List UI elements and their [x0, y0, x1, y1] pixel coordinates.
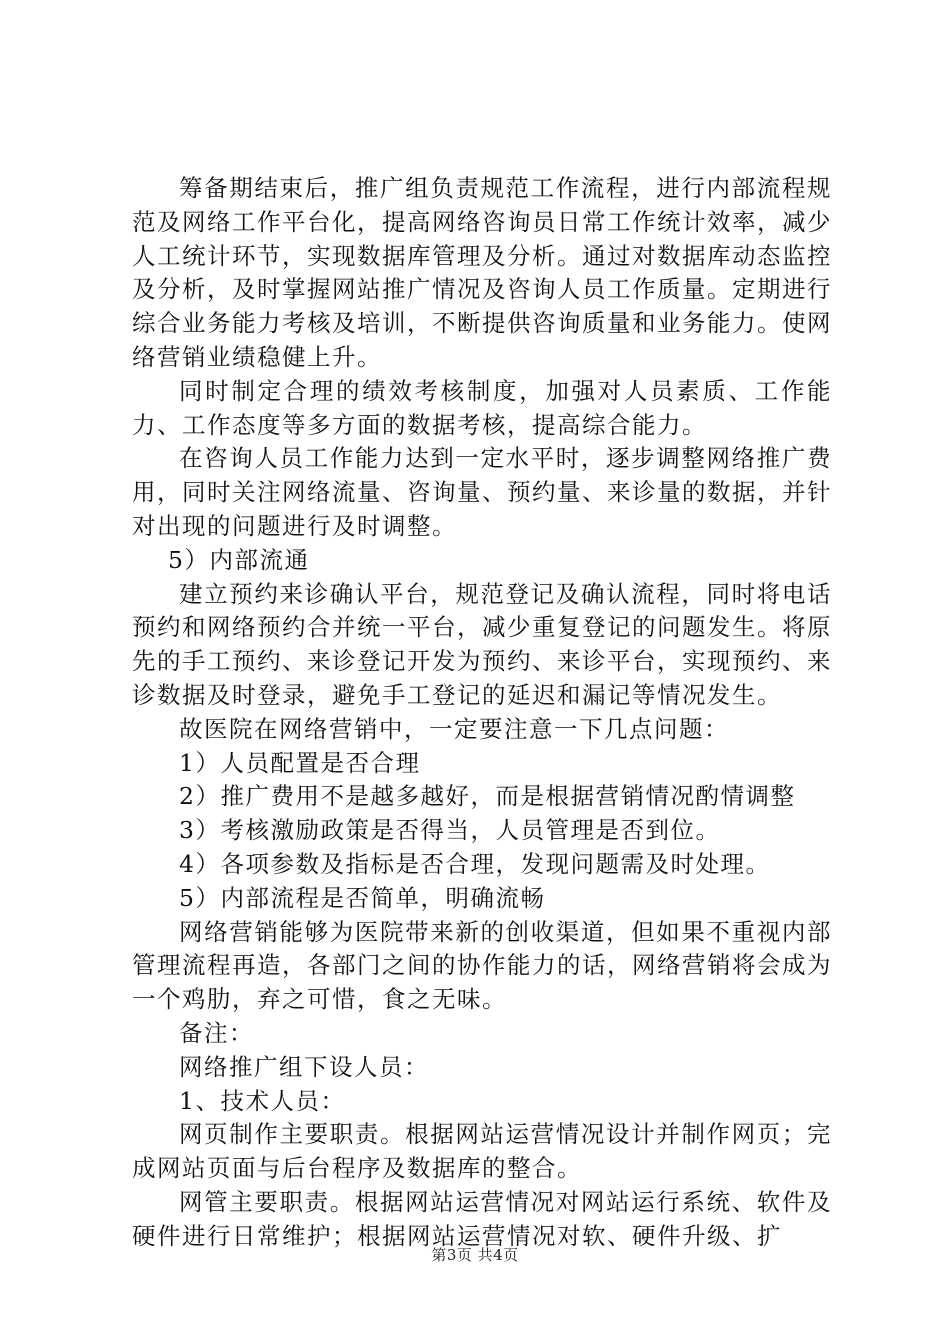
paragraph-attention-points: 故医院在网络营销中，一定要注意一下几点问题：: [179, 714, 729, 743]
list-item-staffing: 1）人员配置是否合理: [179, 748, 421, 777]
paragraph-budget-adjustment: 在咨询人员工作能力达到一定水平时，逐步调整网络推广费用，同时关注网络流量、咨询量、预约量、来诊量的数据，并针对出现的问题进行及时调整。: [132, 444, 832, 540]
list-item-technical-staff: 1、技术人员：: [179, 1086, 346, 1115]
section-heading-internal-flow: 5）内部流通: [168, 545, 310, 574]
paragraph-conclusion: 网络营销能够为医院带来新的创收渠道，但如果不重视内部管理流程再造，各部门之间的协作能力的话，网络营销将会成为一个鸡肋，弃之可惜，食之无味。: [132, 917, 832, 1014]
list-item-internal-process: 5）内部流程是否简单，明确流畅: [179, 883, 546, 912]
list-item-parameters: 4）各项参数及指标是否合理，发现问题需及时处理。: [179, 849, 771, 878]
list-item-incentive-policy: 3）考核激励政策是否得当，人员管理是否到位。: [179, 816, 721, 845]
paragraph-performance-review: 同时制定合理的绩效考核制度，加强对人员素质、工作能力、工作态度等多方面的数据考核，提高综合能力。: [132, 376, 832, 439]
paragraph-team-members: 网络推广组下设人员：: [179, 1052, 429, 1081]
paragraph-summary: 筹备期结束后，推广组负责规范工作流程，进行内部流程规范及网络工作平台化，提高网络咨询员日常工作统计效率，减少人工统计环节，实现数据库管理及分析。通过对数据库动态监控及分析，及时掌握网站推广情况及咨询人员工作质量。定期进行综合业务能力考核及培训，不断提供咨询质量和业务能力。使网络营销业绩稳健上升。: [132, 174, 832, 371]
paragraph-booking-platform: 建立预约来诊确认平台，规范登记及确认流程，同时将电话预约和网络预约合并统一平台，减少重复登记的问题发生。将原先的手工预约、来诊登记开发为预约、来诊平台，实现预约、来诊数据及时登录，避免手工登记的延迟和漏记等情况发生。: [132, 579, 832, 709]
page-number-footer: 第3页 共4页: [431, 1246, 519, 1264]
paragraph-web-design-duties: 网页制作主要职责。根据网站运营情况设计并制作网页；完成网站页面与后台程序及数据库的整合。: [132, 1120, 832, 1183]
paragraph-network-admin-duties: 网管主要职责。根据网站运营情况对网站运行系统、软件及硬件进行日常维护；根据网站运营情况对软、硬件升级、扩: [132, 1187, 832, 1250]
remarks-heading: 备注：: [179, 1018, 254, 1047]
document-body: [132, 172, 832, 1254]
list-item-promotion-cost: 2）推广费用不是越多越好，而是根据营销情况酌情调整: [179, 782, 796, 811]
